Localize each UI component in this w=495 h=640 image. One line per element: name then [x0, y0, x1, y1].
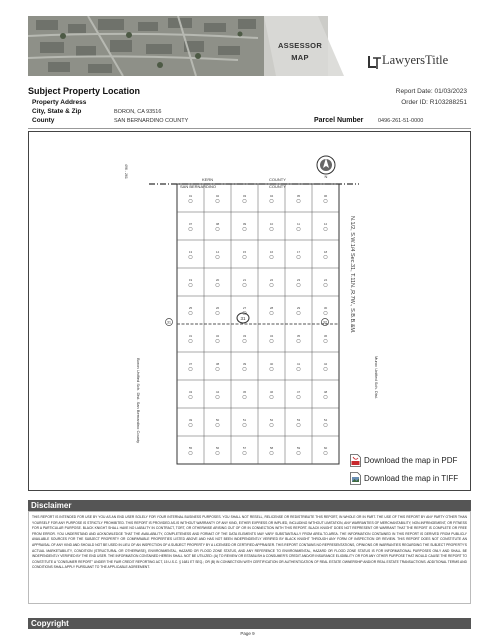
parcel-map-drawing [29, 132, 470, 490]
lot-number: 18 [323, 250, 328, 254]
lot-number: 04 [269, 194, 274, 198]
lot-number: 30 [323, 306, 328, 310]
lot-marker [243, 423, 247, 427]
city-state-zip-value: BORON, CA 93516 [114, 109, 162, 115]
lot-number: 10 [269, 222, 274, 226]
lot-number: 28 [269, 306, 274, 310]
lot-marker [324, 367, 328, 371]
header-banner [28, 16, 471, 76]
lot-number: 13 [188, 250, 193, 254]
lot-marker [324, 451, 328, 455]
lot-marker [324, 199, 328, 203]
lawyers-title-logo-icon [366, 54, 382, 70]
assessor-map-title [276, 40, 324, 64]
lot-number: 38 [215, 362, 220, 366]
lot-number: 50 [215, 418, 220, 422]
lot-marker [243, 283, 247, 287]
lot-grid [177, 184, 339, 464]
county-line-label: COUNTY [269, 177, 286, 182]
lot-marker [243, 451, 247, 455]
lot-number: 60 [323, 446, 328, 450]
copyright-heading: Copyright [28, 618, 471, 629]
lot-number: 14 [215, 250, 220, 254]
lot-marker [297, 395, 301, 399]
lot-number: 23 [296, 278, 301, 282]
property-address-label: Property Address [32, 99, 87, 106]
lot-number: 39 [242, 362, 247, 366]
lot-number: 37 [188, 362, 193, 366]
map-code: 496 - 261 [124, 164, 128, 179]
lot-number: 43 [188, 390, 193, 394]
lot-marker [189, 451, 193, 455]
lot-marker [297, 339, 301, 343]
order-id: Order ID: R103288251 [401, 99, 467, 106]
section-title: Subject Property Location [28, 86, 141, 96]
lot-number: 26 [215, 306, 220, 310]
lot-marker [243, 367, 247, 371]
lot-marker [324, 227, 328, 231]
lot-marker [216, 227, 220, 231]
lot-marker [297, 227, 301, 231]
lot-number: 51 [242, 418, 247, 422]
lot-marker [270, 199, 274, 203]
download-tiff-link[interactable] [350, 472, 458, 485]
lot-number: 06 [323, 194, 328, 198]
lot-number: 25 [188, 306, 193, 310]
lot-marker [270, 395, 274, 399]
assessor-map [28, 131, 471, 491]
lot-marker [216, 423, 220, 427]
lot-number: 41 [296, 362, 301, 366]
lot-marker [270, 339, 274, 343]
lot-number: 29 [296, 306, 301, 310]
lot-marker [216, 395, 220, 399]
header-divider [28, 128, 471, 129]
lot-marker [297, 311, 301, 315]
lot-number: 56 [215, 446, 220, 450]
lot-number: 15 [242, 250, 247, 254]
county-label: COUNTY [269, 184, 286, 189]
lot-marker [270, 423, 274, 427]
lot-number: 08 [215, 222, 220, 226]
lot-number: 35 [296, 334, 301, 338]
lot-marker [243, 227, 247, 231]
county-label: County [32, 117, 55, 124]
lot-number: 34 [269, 334, 274, 338]
lot-number: 49 [188, 418, 193, 422]
lot-marker [216, 311, 220, 315]
lot-number: 27 [242, 306, 247, 310]
lot-number: 57 [242, 446, 247, 450]
lot-marker [189, 255, 193, 259]
lot-marker [216, 283, 220, 287]
lot-number: 48 [323, 390, 328, 394]
lot-marker [324, 255, 328, 259]
lot-marker [270, 255, 274, 259]
download-pdf-link[interactable] [350, 454, 457, 467]
lot-number: 12 [323, 222, 328, 226]
lot-marker [324, 339, 328, 343]
lot-number: 58 [269, 446, 274, 450]
page-number: Page 9 [240, 631, 255, 636]
lot-marker [189, 367, 193, 371]
section-number: 31 [240, 316, 246, 321]
lot-marker [189, 311, 193, 315]
lot-number: 02 [215, 194, 220, 198]
north-arrow-icon [317, 156, 335, 179]
lot-marker [297, 367, 301, 371]
lot-marker [297, 199, 301, 203]
lot-marker [216, 367, 220, 371]
lot-marker [189, 227, 193, 231]
lot-number: 59 [296, 446, 301, 450]
lot-marker [189, 339, 193, 343]
brand-name: LawyersTitle [382, 53, 449, 67]
right-marker-number: 32 [323, 320, 327, 325]
lot-number: 03 [242, 194, 247, 198]
lot-marker [243, 395, 247, 399]
lot-number: 45 [242, 390, 247, 394]
pdf-file-icon [350, 454, 361, 467]
lot-number: 54 [323, 418, 328, 422]
lot-number: 11 [296, 222, 301, 226]
lot-number: 40 [269, 362, 274, 366]
lot-number: 53 [296, 418, 301, 422]
assessor-line: ASSESSOR [277, 41, 323, 50]
lot-marker [270, 283, 274, 287]
lot-marker [189, 423, 193, 427]
lot-number: 19 [188, 278, 193, 282]
lot-marker [324, 423, 328, 427]
lot-marker [189, 283, 193, 287]
map-line: MAP [291, 53, 309, 62]
tiff-file-icon [350, 472, 361, 485]
lot-marker [189, 395, 193, 399]
section-title-vertical: N.1/2, S.W.1/4 Sec.31, T.11N.,R.7W., S.B.B.&M. [349, 216, 355, 334]
disclaimer-text: THIS REPORT IS INTENDED FOR USE BY YOU AS AN END USER SOLELY FOR YOUR INTERNAL BUSINESS PURPOSES. YOU SHALL NOT RESELL, RELICENSE OR REDISTRIBUTE THIS REPORT, IN WHOLE OR IN PART. THE USE OF THIS REPORT BY ANY PARTY OTHER THAN YOURSELF FOR ANY PURPOSE IS STRICTLY PROHIBITED. THIS REPORT IS PROVIDED AS-IS WITHOUT WARRANTY OF ANY KIND, EITHER EXPRESS OR IMPLIED, INCLUDING WITHOUT LIMITATION, ANY WARRANTIES OF MERCHANTABILITY, NON-INFRINGEMENT, OR FITNESS FOR A PARTICULAR PURPOSE. BLACK KNIGHT SHALL HAVE NO LIABILITY IN CONTRACT, TORT, OR OTHERWISE ARISING OUT OF OR IN CONNECTION WITH THIS REPORT. BLACK KNIGHT DOES NOT REPRESENT OR WARRANT THAT THE REPORT IS COMPLETE OR FREE FROM ERROR. YOU UNDERSTAND AND ACKNOWLEDGE THAT THE AVAILABILITY, COMPLETENESS AND FORMAT OF THE DATA ELEMENTS MAY VARY SUBSTANTIALLY FROM AREA-TO-AREA. THE INFORMATION CONTAINED IN THIS REPORT IS DERIVED FROM PUBLICLY AVAILABLE SOURCES FOR THE SUBJECT PROPERTY OR COMPARABLE PROPERTIES LISTED ABOVE AND HAS NOT BEEN INDEPENDENTLY VERIFIED BY BLACK KNIGHT THROUGH ANY FORM OF INSPECTION OR REVIEW. THIS REPORT DOES NOT CONSTITUTE AN APPRAISAL OF ANY KIND AND SHOULD NOT BE USED IN LIEU OF AN INSPECTION OF A SUBJECT PROPERTY BY A LICENSED OR CERTIFIED APPRAISER. THIS REPORT CONTAINS NO REPRESENTATIONS, OPINIONS OR WARRANTIES REGARDING THE SUBJECT PROPERTY'S ACTUAL MARKETABILITY, CONDITION (STRUCTURAL OR OTHERWISE), ENVIRONMENTAL, HAZARD OR FLOOD ZONE STATUS, AND ANY REFERENCE TO ENVIRONMENTAL, HAZARD OR FLOOD ZONE STATUS IS FOR INFORMATIONAL PURPOSES ONLY AND SHALL BE INDEPENDENTLY VERIFIED BY THE END USER. THE INFORMATION CONTAINED HEREIN SHALL NOT BE UTILIZED: (A) TO REVIEW OR ESTABLISH A CONSUMER'S CREDIT AND/OR INSURANCE ELIGIBILITY OR FOR ANY OTHER PURPOSE THAT WOULD CAUSE THE REPORT TO CONSTITUTE A "CONSUMER REPORT" UNDER THE FAIR CREDIT REPORTING ACT, 15 U.S.C. § 1681 ET SEQ.; OR (B) IN CONNECTION WITH CERTIFICATION OR AUTHENTICATION OF REAL ESTATE OWNERSHIP AND/OR REAL ESTATE TRANSACTIONS. ADDITIONAL TERMS AND CONDITIONS SHALL APPLY PURSUANT TO THE APPLICABLE AGREEMENT. [28, 511, 471, 604]
disclaimer-heading: Disclaimer [28, 500, 471, 511]
lot-number: 09 [242, 222, 247, 226]
kern-label: KERN [202, 177, 214, 182]
lot-marker [297, 255, 301, 259]
report-date: Report Date: 01/03/2023 [395, 88, 467, 95]
lot-marker [216, 255, 220, 259]
lot-number: 44 [215, 390, 220, 394]
lot-marker [297, 451, 301, 455]
download-tiff-label: Download the map in TIFF [364, 474, 459, 483]
lot-number: 05 [296, 194, 301, 198]
lot-number: 16 [269, 250, 274, 254]
lot-marker [216, 339, 220, 343]
school-district-right: Muroc Unified Sch. Dist. [374, 356, 379, 399]
lot-number: 31 [188, 334, 193, 338]
san-bernardino-label: SAN BERNARDINO [180, 184, 217, 189]
parcel-number-label: Parcel Number [314, 117, 364, 124]
county-value: SAN BERNARDINO COUNTY [114, 118, 189, 124]
lot-marker [189, 199, 193, 203]
download-pdf-label: Download the map in PDF [364, 456, 458, 465]
lot-marker [243, 255, 247, 259]
lot-marker [270, 451, 274, 455]
lot-marker [270, 311, 274, 315]
school-district-left: Boron Unified Sch. Dist. San Bernardino County [136, 358, 141, 444]
lot-number: 22 [269, 278, 274, 282]
lot-number: 55 [188, 446, 193, 450]
lot-marker [216, 199, 220, 203]
left-marker-number: 31 [167, 320, 171, 325]
lot-number: 46 [269, 390, 274, 394]
lot-number: 24 [323, 278, 328, 282]
north-label: N [324, 174, 328, 179]
lot-marker [324, 311, 328, 315]
lot-marker [243, 199, 247, 203]
lot-marker [216, 451, 220, 455]
lot-number: 47 [296, 390, 301, 394]
lot-number: 20 [215, 278, 220, 282]
lot-number: 07 [188, 222, 193, 226]
lot-number: 32 [215, 334, 220, 338]
lot-marker [270, 227, 274, 231]
city-state-zip-label: City, State & Zip [32, 108, 82, 115]
lot-number: 17 [296, 250, 301, 254]
lot-marker [324, 283, 328, 287]
lot-number: 33 [242, 334, 247, 338]
lot-marker [324, 395, 328, 399]
lot-marker [243, 339, 247, 343]
parcel-number-value: 0496-261-51-0000 [378, 118, 424, 124]
lot-number: 36 [323, 334, 328, 338]
lot-number: 21 [242, 278, 247, 282]
lot-number: 01 [188, 194, 193, 198]
lot-number: 52 [269, 418, 274, 422]
lot-marker [297, 423, 301, 427]
lot-marker [270, 367, 274, 371]
lot-marker [297, 283, 301, 287]
lot-number: 42 [323, 362, 328, 366]
